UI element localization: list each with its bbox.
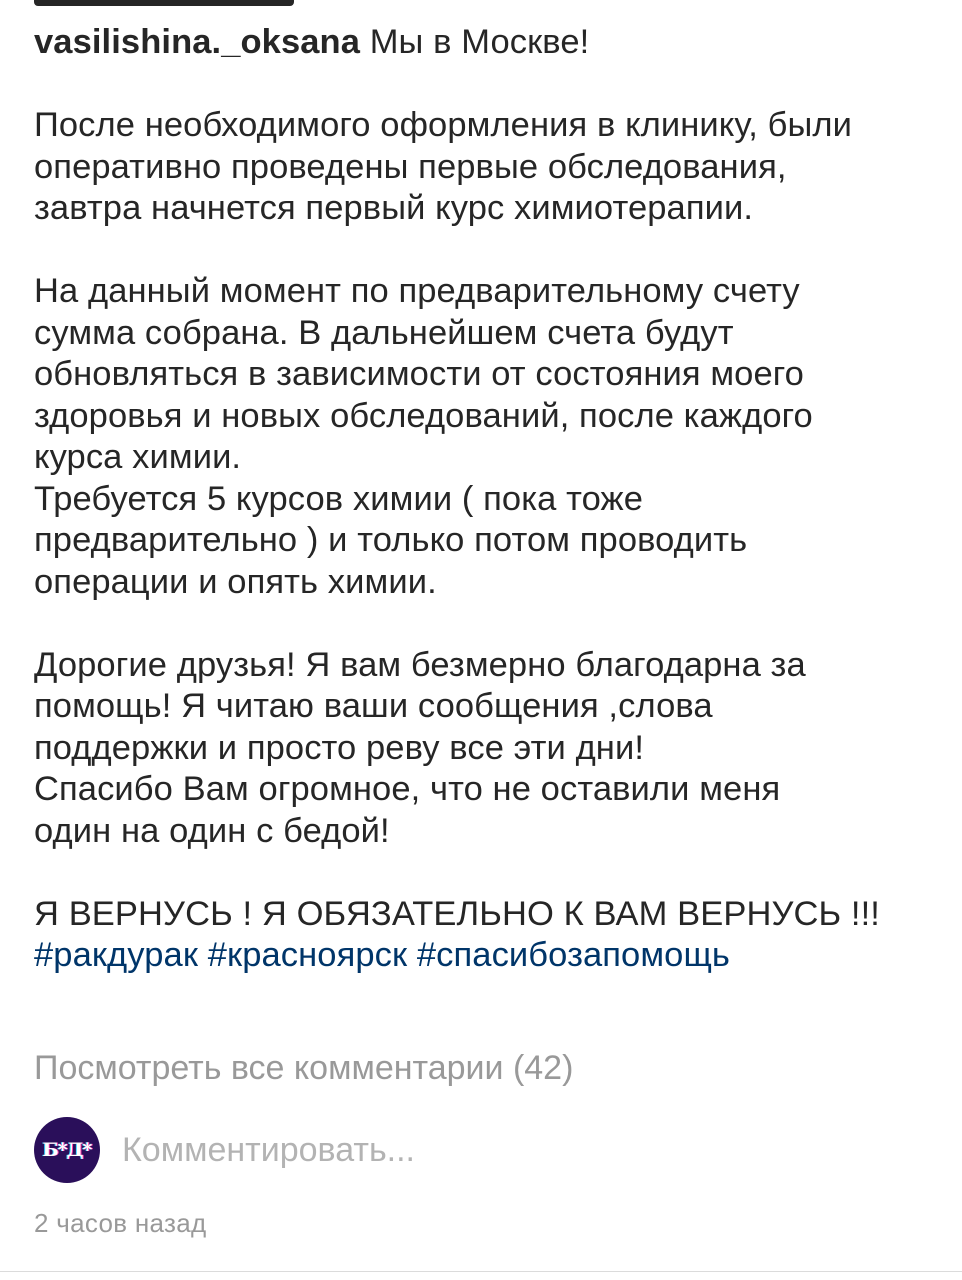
caption-first-line bbox=[34, 22, 934, 64]
caption-paragraph-3: Дорогие друзья! Я вам безмерно благодарна за помощь! Я читаю ваши сообщения ,слова поддержки и просто реву все эти дни! Спасибо Вам огромное, что не оставили меня один на один с бедой! bbox=[34, 645, 806, 850]
caption-first-text: Мы в Москве! bbox=[369, 23, 590, 61]
caption-username[interactable]: vasilishina._oksana bbox=[34, 23, 360, 61]
caption-paragraph-1: После необходимого оформления в клинику, были оперативно проведены первые обследования, завтра начнется первый курс химиотерапии. bbox=[34, 106, 852, 227]
view-all-comments-link[interactable]: Посмотреть все комментарии (42) bbox=[34, 1049, 574, 1087]
cropped-header-username bbox=[34, 0, 294, 6]
avatar-logo-text: Б*Д* bbox=[42, 1139, 92, 1161]
hashtag-link[interactable]: #красноярск bbox=[207, 936, 408, 974]
hashtag-line bbox=[34, 935, 934, 977]
hashtag-link[interactable]: #ракдурак bbox=[34, 936, 199, 974]
profile-avatar[interactable] bbox=[34, 1117, 100, 1183]
post-caption bbox=[34, 22, 934, 977]
divider bbox=[0, 1271, 962, 1272]
comment-input[interactable]: Комментировать... bbox=[122, 1131, 416, 1169]
post-timestamp: 2 часов назад bbox=[34, 1208, 207, 1238]
caption-paragraph-2: На данный момент по предварительному счету сумма собрана. В дальнейшем счета будут обновляться в зависимости от состояния моего здоровья и новых обследований, после каждого курса химии. Требуется 5 курсов химии ( пока тоже предварительно ) и только потом проводить операции и опять химии. bbox=[34, 272, 813, 601]
comment-row bbox=[34, 1117, 934, 1183]
hashtag-link[interactable]: #спасибозапомощь bbox=[416, 936, 731, 974]
caption-paragraph-4: Я ВЕРНУСЬ ! Я ОБЯЗАТЕЛЬНО К ВАМ ВЕРНУСЬ !!! bbox=[34, 894, 880, 933]
